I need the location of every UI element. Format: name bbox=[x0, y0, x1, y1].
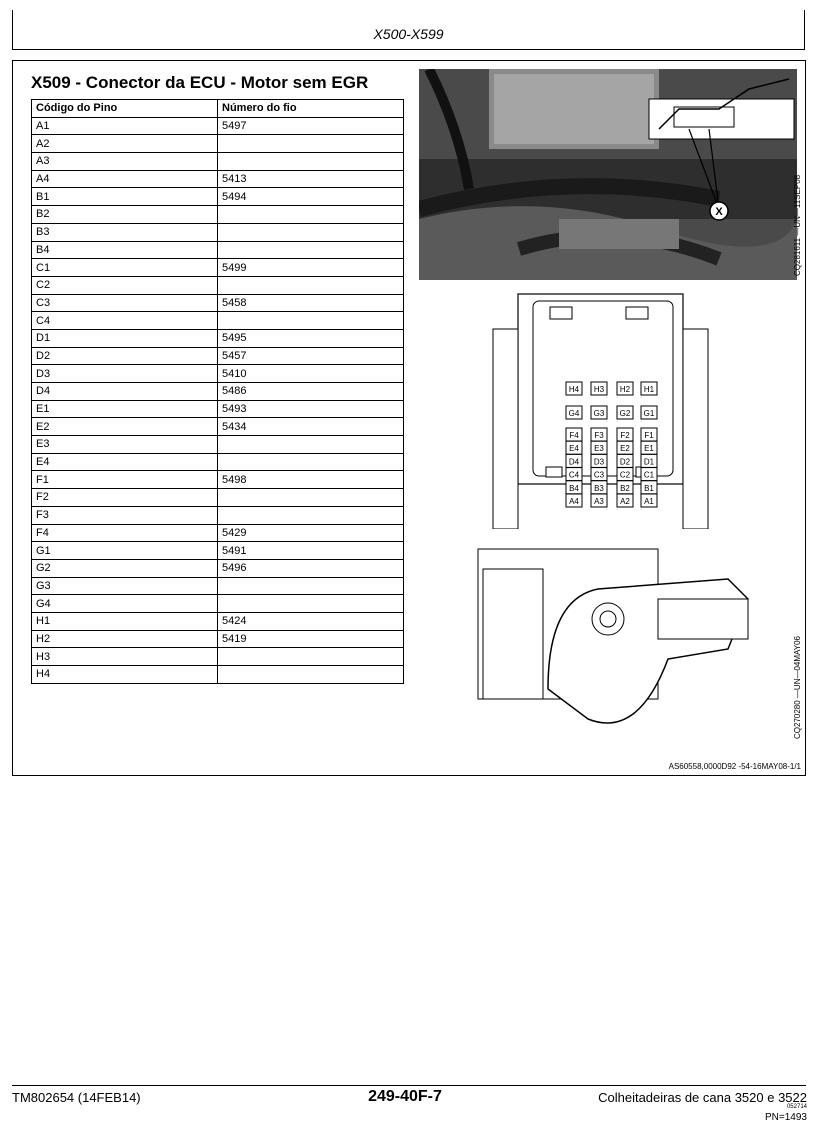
pin-code-cell: B2 bbox=[32, 206, 218, 224]
pin-label: B2 bbox=[620, 483, 630, 493]
table-row bbox=[32, 630, 404, 648]
wire-number-cell: 5486 bbox=[218, 383, 404, 401]
wire-number-cell bbox=[218, 276, 404, 294]
pin-table bbox=[31, 99, 404, 684]
wire-number-cell: 5458 bbox=[218, 294, 404, 312]
wire-number-cell bbox=[218, 436, 404, 454]
pin-label: E2 bbox=[620, 444, 630, 454]
table-row bbox=[32, 471, 404, 489]
wire-number-cell bbox=[218, 312, 404, 330]
table-row bbox=[32, 418, 404, 436]
table-row bbox=[32, 276, 404, 294]
pin-label: C1 bbox=[643, 470, 655, 480]
wire-number-cell: 5496 bbox=[218, 559, 404, 577]
table-row bbox=[32, 170, 404, 188]
table-row bbox=[32, 489, 404, 507]
footer-small-code: 052714 bbox=[786, 1104, 807, 1110]
connector-front-diagram bbox=[488, 289, 728, 529]
footer-product-title: Colheitadeiras de cana 3520 e 3522 bbox=[598, 1090, 807, 1105]
footer-manual-id: TM802654 (14FEB14) bbox=[12, 1090, 141, 1105]
pin-code-cell: C1 bbox=[32, 259, 218, 277]
wire-number-cell: 5429 bbox=[218, 524, 404, 542]
table-row bbox=[32, 241, 404, 259]
table-row bbox=[32, 524, 404, 542]
pin-code-cell: A3 bbox=[32, 153, 218, 171]
table-row bbox=[32, 259, 404, 277]
pin-label: H3 bbox=[593, 385, 605, 394]
table-row bbox=[32, 666, 404, 684]
table-row bbox=[32, 329, 404, 347]
wire-number-cell bbox=[218, 241, 404, 259]
table-row bbox=[32, 223, 404, 241]
pin-code-cell: C2 bbox=[32, 276, 218, 294]
pin-code-cell: H2 bbox=[32, 630, 218, 648]
pin-label: G4 bbox=[568, 409, 580, 418]
pin-label: F3 bbox=[594, 431, 604, 440]
table-row bbox=[32, 648, 404, 666]
wire-number-cell: 5499 bbox=[218, 259, 404, 277]
pin-code-cell: A2 bbox=[32, 135, 218, 153]
pin-code-cell: H1 bbox=[32, 612, 218, 630]
pin-code-cell: A4 bbox=[32, 170, 218, 188]
pin-label: A4 bbox=[569, 497, 579, 506]
table-row bbox=[32, 117, 404, 135]
table-row bbox=[32, 542, 404, 560]
pin-label: E3 bbox=[594, 444, 604, 454]
pin-code-cell: C4 bbox=[32, 312, 218, 330]
footer-pn: PN=1493 bbox=[765, 1112, 807, 1123]
photo-code: CQ281611 —UN—11SEP08 bbox=[793, 174, 802, 276]
pin-label: H4 bbox=[568, 385, 580, 394]
pin-label: E4 bbox=[569, 444, 579, 454]
pin-label: F2 bbox=[620, 431, 630, 440]
pin-code-cell: A1 bbox=[32, 117, 218, 135]
wire-number-cell bbox=[218, 453, 404, 471]
table-row bbox=[32, 153, 404, 171]
page-header bbox=[12, 10, 805, 50]
table-row bbox=[32, 135, 404, 153]
wire-number-cell bbox=[218, 648, 404, 666]
wire-number-cell bbox=[218, 135, 404, 153]
table-row bbox=[32, 312, 404, 330]
diagram-code: CQ270280 —UN—04MAY06 bbox=[793, 635, 802, 739]
pin-code-cell: D3 bbox=[32, 365, 218, 383]
wire-number-cell: 5457 bbox=[218, 347, 404, 365]
pin-code-cell: G1 bbox=[32, 542, 218, 560]
table-row bbox=[32, 294, 404, 312]
pin-code-cell: E3 bbox=[32, 436, 218, 454]
wire-number-cell: 5413 bbox=[218, 170, 404, 188]
connector-section bbox=[12, 60, 806, 776]
pin-code-cell: G4 bbox=[32, 595, 218, 613]
pin-label: E1 bbox=[644, 444, 654, 454]
table-row bbox=[32, 347, 404, 365]
callout-x: X bbox=[715, 206, 723, 218]
pin-label: B4 bbox=[569, 483, 579, 493]
pin-label: D4 bbox=[568, 457, 580, 467]
pin-label: F1 bbox=[644, 431, 654, 440]
table-row bbox=[32, 595, 404, 613]
header-title: X500-X599 bbox=[373, 26, 444, 42]
pin-code-cell: E1 bbox=[32, 400, 218, 418]
table-row bbox=[32, 612, 404, 630]
pin-label: G2 bbox=[619, 409, 631, 418]
table-header-row bbox=[32, 100, 404, 118]
wire-number-cell: 5494 bbox=[218, 188, 404, 206]
pin-code-cell: H4 bbox=[32, 666, 218, 684]
pin-code-cell: B1 bbox=[32, 188, 218, 206]
pin-label: B3 bbox=[594, 483, 604, 493]
wire-number-cell: 5495 bbox=[218, 329, 404, 347]
pin-label: H2 bbox=[619, 385, 631, 394]
pin-label: C3 bbox=[593, 470, 605, 480]
table-row bbox=[32, 188, 404, 206]
pin-code-cell: G3 bbox=[32, 577, 218, 595]
pin-code-cell: E4 bbox=[32, 453, 218, 471]
pin-code-cell: B3 bbox=[32, 223, 218, 241]
wire-number-cell bbox=[218, 223, 404, 241]
footer-divider bbox=[12, 1085, 806, 1086]
table-row bbox=[32, 365, 404, 383]
wire-number-cell bbox=[218, 153, 404, 171]
wire-number-cell: 5493 bbox=[218, 400, 404, 418]
pin-code-header: Código do Pino bbox=[32, 100, 218, 118]
pin-label: A3 bbox=[594, 497, 604, 506]
pin-label: B1 bbox=[644, 483, 654, 493]
table-row bbox=[32, 559, 404, 577]
pin-code-cell: D2 bbox=[32, 347, 218, 365]
table-row bbox=[32, 436, 404, 454]
connector-side-diagram bbox=[468, 539, 768, 739]
wire-number-header: Número do fio bbox=[218, 100, 404, 118]
pin-code-cell: C3 bbox=[32, 294, 218, 312]
wire-number-cell: 5424 bbox=[218, 612, 404, 630]
pin-code-cell: F1 bbox=[32, 471, 218, 489]
pin-code-cell: F3 bbox=[32, 506, 218, 524]
section-title: X509 - Conector da ECU - Motor sem EGR bbox=[31, 73, 369, 92]
wire-number-cell: 5491 bbox=[218, 542, 404, 560]
reference-code: AS60558,0000D92 -54-16MAY08-1/1 bbox=[668, 762, 801, 771]
table-row bbox=[32, 383, 404, 401]
wire-number-cell bbox=[218, 595, 404, 613]
wire-number-cell bbox=[218, 206, 404, 224]
wire-number-cell: 5419 bbox=[218, 630, 404, 648]
table-row bbox=[32, 577, 404, 595]
pin-label: C2 bbox=[619, 470, 631, 480]
pin-label: A1 bbox=[644, 497, 654, 506]
wire-number-cell: 5434 bbox=[218, 418, 404, 436]
engine-photo bbox=[419, 69, 797, 280]
pin-label: G3 bbox=[593, 409, 605, 418]
pin-label: C4 bbox=[568, 470, 580, 480]
pin-label: D1 bbox=[643, 457, 655, 467]
pin-code-cell: G2 bbox=[32, 559, 218, 577]
table-row bbox=[32, 206, 404, 224]
pin-label: D3 bbox=[593, 457, 605, 467]
wire-number-cell bbox=[218, 577, 404, 595]
wire-number-cell: 5410 bbox=[218, 365, 404, 383]
wire-number-cell: 5497 bbox=[218, 117, 404, 135]
pin-code-cell: F4 bbox=[32, 524, 218, 542]
pin-label: D2 bbox=[619, 457, 631, 467]
pin-code-cell: H3 bbox=[32, 648, 218, 666]
pin-code-cell: B4 bbox=[32, 241, 218, 259]
pin-code-cell: D4 bbox=[32, 383, 218, 401]
engine-photo-illustration bbox=[419, 69, 797, 280]
wire-number-cell bbox=[218, 666, 404, 684]
pin-code-cell: E2 bbox=[32, 418, 218, 436]
wire-number-cell bbox=[218, 489, 404, 507]
pin-label: G1 bbox=[643, 409, 655, 418]
table-row bbox=[32, 506, 404, 524]
wire-number-cell bbox=[218, 506, 404, 524]
pin-label: F4 bbox=[569, 431, 579, 440]
wire-number-cell: 5498 bbox=[218, 471, 404, 489]
pin-code-cell: F2 bbox=[32, 489, 218, 507]
table-row bbox=[32, 400, 404, 418]
table-row bbox=[32, 453, 404, 471]
pin-label: A2 bbox=[620, 497, 630, 506]
pin-label: H1 bbox=[643, 385, 655, 394]
pin-code-cell: D1 bbox=[32, 329, 218, 347]
footer-page-number: 249-40F-7 bbox=[368, 1088, 442, 1105]
